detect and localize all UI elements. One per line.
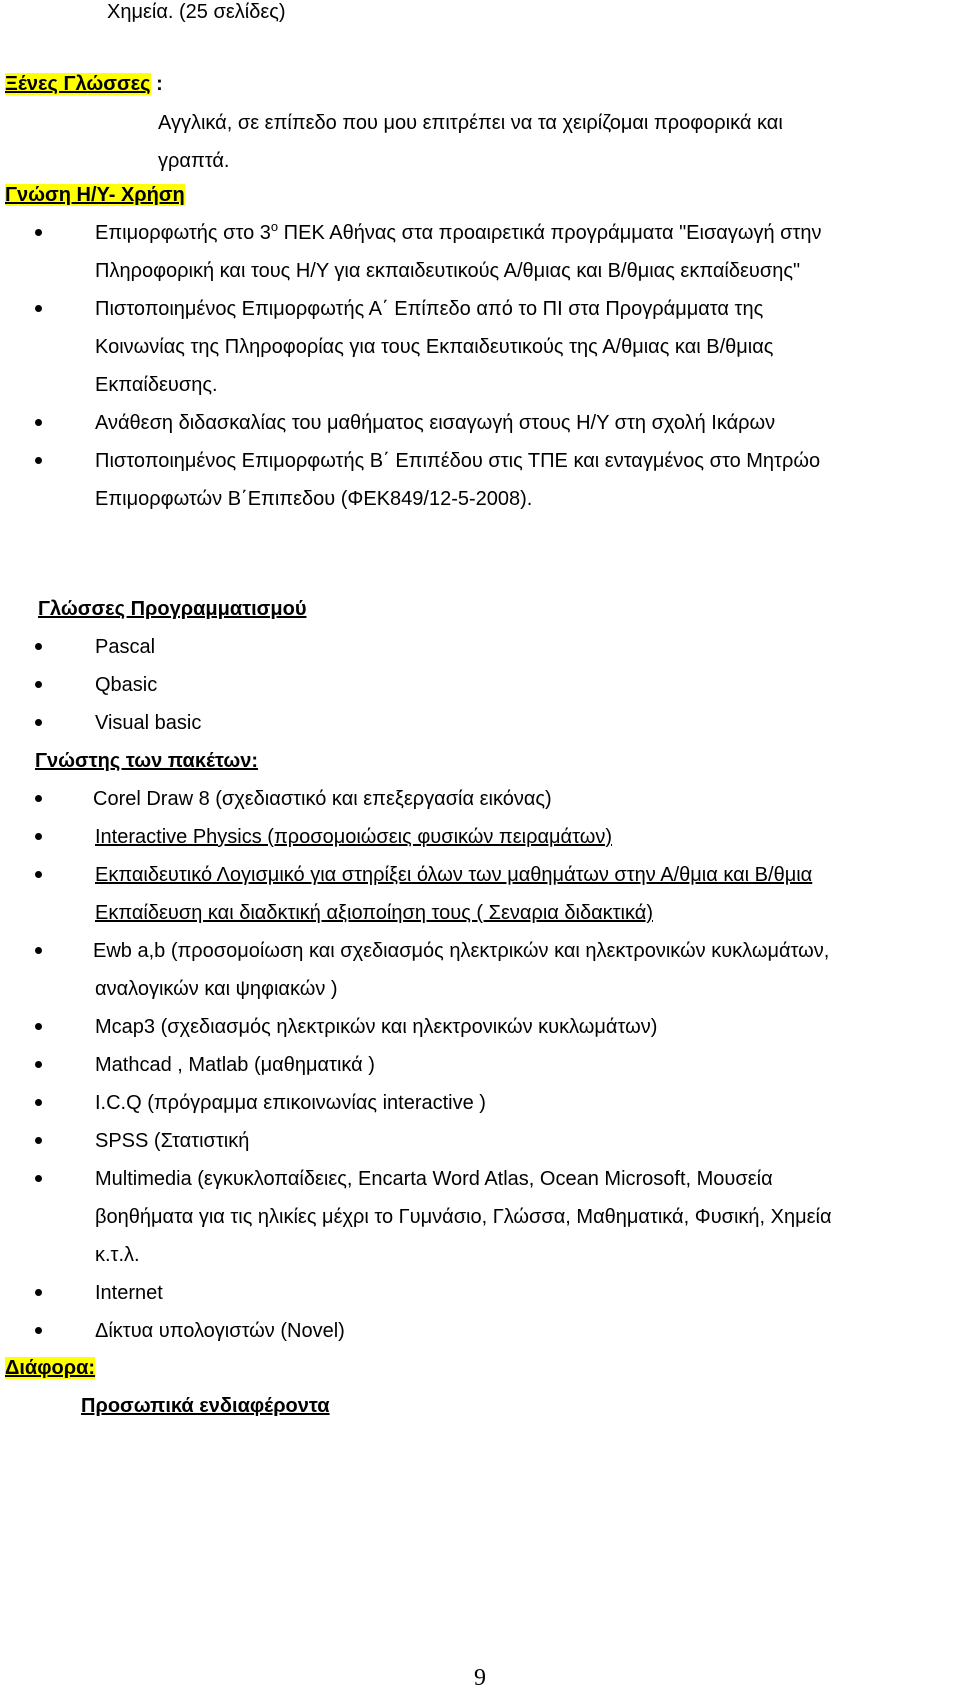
package-item-7: I.C.Q (πρόγραμμα επικοινωνίας interactive ) [95,1092,486,1114]
package-item-3-line-2: Εκπαίδευση και διαδκτική αξιοποίηση τους ( Σεναρια διδακτικά) [95,902,653,924]
foreign-languages-text-1: Αγγλικά, σε επίπεδο που μου επιτρέπει να τα χειρίζομαι προφορικά και [158,112,783,134]
programming-item-1: Pascal [95,636,156,658]
bullet-icon [35,1061,42,1068]
bullet-icon [35,947,42,954]
bullet-icon [35,1099,42,1106]
bullet-icon [35,719,42,726]
programming-item-2: Qbasic [95,674,158,696]
computer-knowledge-heading: Γνώση Η/Υ- Χρήση [5,184,185,206]
bullet-icon [35,229,42,236]
top-line: Χημεία. (25 σελίδες) [107,1,286,23]
package-item-9-line-1: Multimedia (εγκυκλοπαίδειες, Encarta Word Atlas, Ocean Microsoft, Μουσεία [95,1168,773,1190]
bullet-icon [35,1327,42,1334]
misc-subheading: Προσωπικά ενδιαφέροντα [81,1395,330,1417]
computer-item-4-line-2: Επιμορφωτών Β΄Επιπεδου (ΦΕΚ849/12-5-2008). [95,488,533,510]
bullet-icon [35,1023,42,1030]
package-item-1: Corel Draw 8 (σχεδιαστικό και επεξεργασία εικόνας) [93,788,552,810]
package-item-8: SPSS (Στατιστική [95,1130,250,1152]
computer-item-1-line-1: Επιμορφωτής στο $3^o$ ΠΕΚ Αθήνας στα προαιρετικά προγράμματα "Εισαγωγή στην [95,219,822,244]
misc-heading: Διάφορα: [5,1357,96,1379]
package-item-4-line-2: αναλογικών και ψηφιακών ) [95,978,338,1000]
computer-item-2-line-1: Πιστοποιημένος Επιμορφωτής Α΄ Επίπεδο από το ΠΙ στα Προγράμματα της [95,298,764,320]
computer-item-1-line-2: Πληροφορική και τους Η/Υ για εκπαιδευτικούς Α/θμιας και Β/θμιας εκπαίδευσης" [95,260,801,282]
package-item-3-line-1: Εκπαιδευτικό Λογισμικό για στηρίξει όλων των μαθημάτων στην Α/θμια και Β/θμια [95,864,813,886]
package-item-10: Internet [95,1282,163,1304]
package-item-4-line-1: Ewb a,b (προσομοίωση και σχεδιασμός ηλεκτρικών και ηλεκτρονικών κυκλωμάτων, [93,940,830,962]
bullet-icon [35,457,42,464]
bullet-icon [35,1289,42,1296]
bullet-icon [35,833,42,840]
computer-knowledge-heading-row [5,183,185,207]
computer-item-3: Ανάθεση διδασκαλίας του μαθήματος εισαγωγή στους Η/Υ στη σχολή Ικάρων [95,412,776,434]
programming-item-3: Visual basic [95,712,202,734]
foreign-languages-text-2: γραπτά. [158,150,230,172]
package-item-9-line-2: βοηθήματα για τις ηλικίες μέχρι το Γυμνάσιο, Γλώσσα, Μαθηματικά, Φυσική, Χημεία [95,1206,832,1228]
bullet-icon [35,1175,42,1182]
misc-heading-row [5,1356,95,1380]
computer-item-4-line-1: Πιστοποιημένος Επιμορφωτής Β΄ Επιπέδου στις ΤΠΕ και ενταγμένος στο Μητρώο [95,450,821,472]
computer-item-2-line-2: Κοινωνίας της Πληροφορίας για τους Εκπαιδευτικούς της Α/θμιας και Β/θμιας [95,336,774,358]
bullet-icon [35,871,42,878]
foreign-languages-heading-row [5,72,163,96]
bullet-icon [35,795,42,802]
bullet-icon [35,1137,42,1144]
computer-item-2-line-3: Εκπαίδευσης. [95,374,218,396]
programming-heading: Γλώσσες Προγραμματισμού [38,598,307,620]
bullet-icon [35,643,42,650]
package-item-5: Mcap3 (σχεδιασμός ηλεκτρικών και ηλεκτρονικών κυκλωμάτων) [95,1016,658,1038]
foreign-languages-colon: : [156,73,163,95]
package-item-9-line-3: κ.τ.λ. [95,1244,140,1266]
page-number: 9 [474,1665,486,1691]
packages-heading: Γνώστης των πακέτων: [35,750,259,772]
bullet-icon [35,419,42,426]
foreign-languages-heading: Ξένες Γλώσσες [5,73,151,95]
package-item-2: Interactive Physics (προσομοιώσεις φυσικών πειραμάτων) [95,826,613,848]
package-item-6: Mathcad , Matlab (μαθηματικά ) [95,1054,375,1076]
bullet-icon [35,681,42,688]
package-item-11: Δίκτυα υπολογιστών (Novel) [95,1320,345,1342]
bullet-icon [35,305,42,312]
